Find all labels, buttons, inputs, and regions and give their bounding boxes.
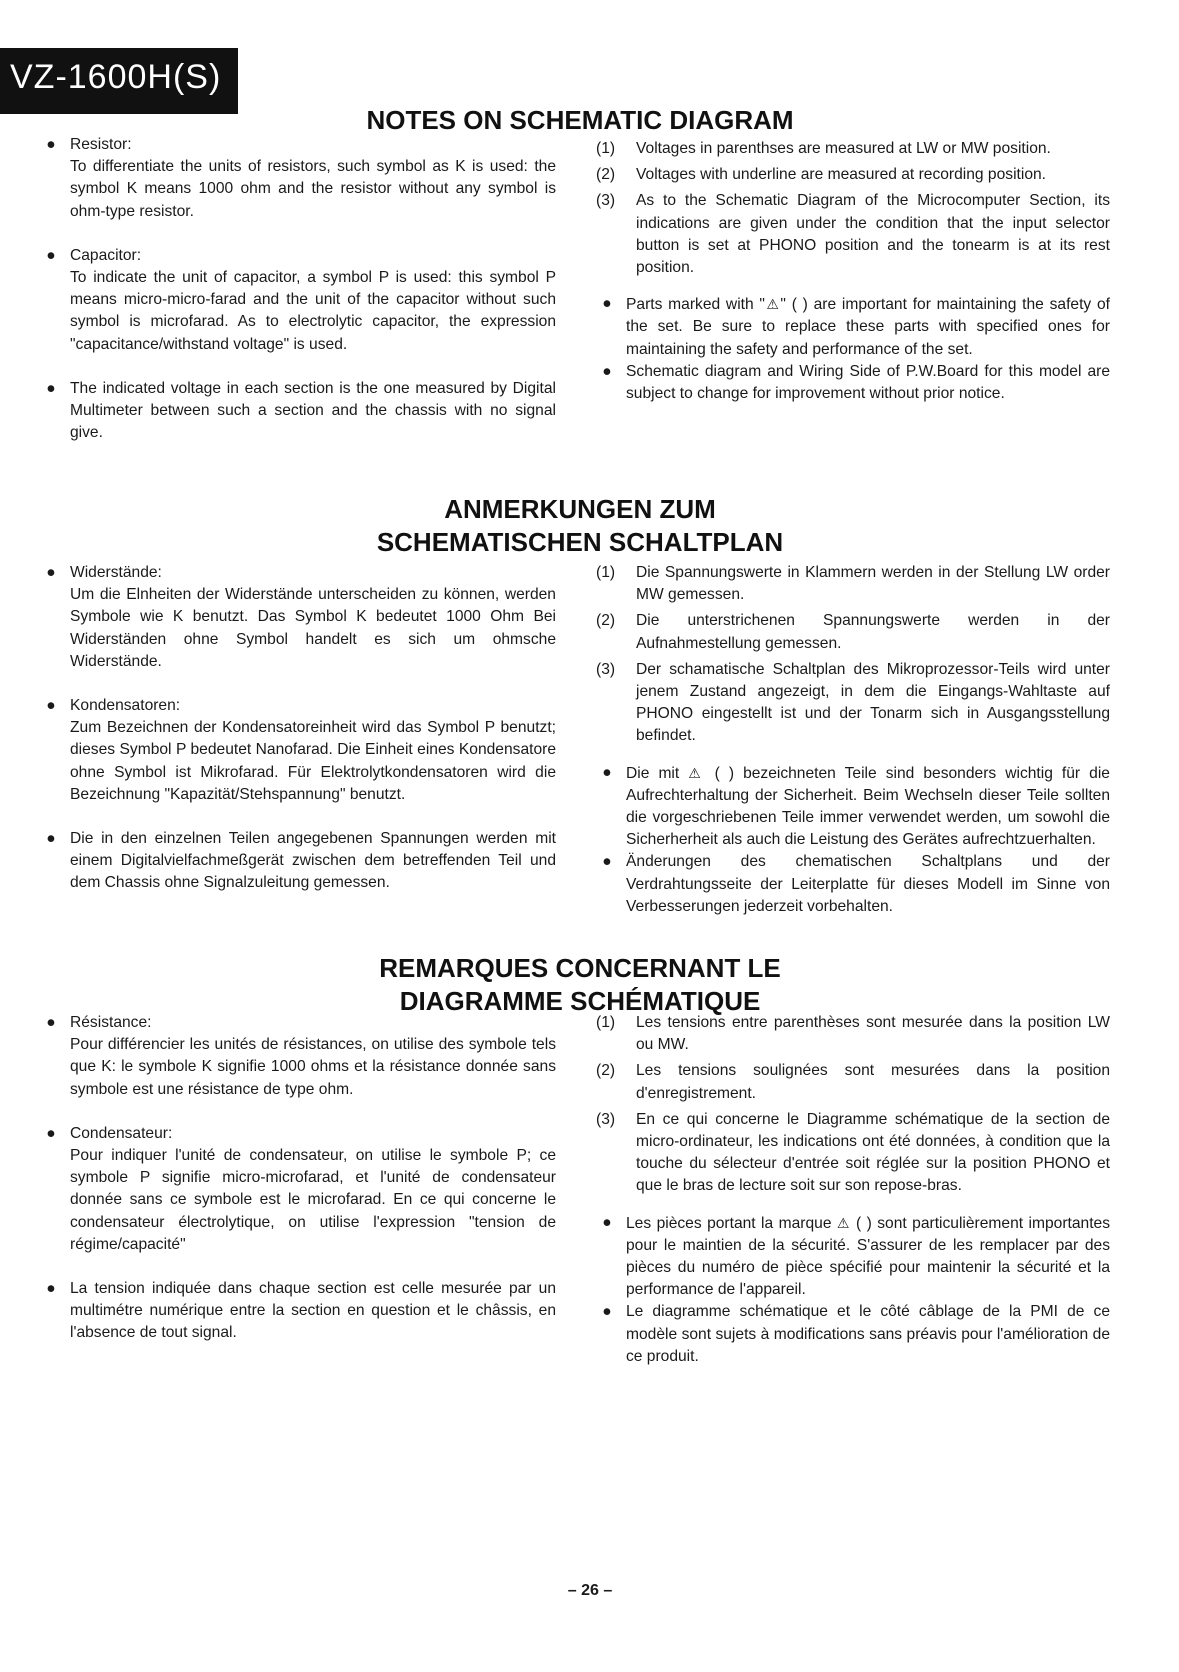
note-text: Les tensions entre parenthèses sont mesurée dans la position LW ou MW. (636, 1014, 1110, 1054)
note-text: Änderungen des chematischen Schaltplans und der Verdrahtungsseite der Leiterplatte für dieses Modell im Sinne von Verbesserungen jederzeit vorbehalten. (626, 853, 1110, 915)
note-number: (1) (596, 1014, 616, 1031)
numbered-note (596, 164, 1110, 186)
page-number: – 26 – (567, 1582, 613, 1599)
note-text: Die unterstrichenen Spannungswerte werden in der Aufnahmestellung gemessen. (636, 612, 1110, 652)
note-text-pre: Les pièces portant la marque (626, 1214, 837, 1232)
note-text-pre: Die mit (626, 764, 689, 782)
numbered-note (596, 562, 1110, 606)
note-number: (1) (596, 564, 616, 581)
section-title-line: ANMERKUNGEN ZUM (444, 494, 716, 524)
bullet-icon: ● (46, 830, 56, 848)
note-body: To indicate the unit of capacitor, a symbol P is used: this symbol P means micro-micro-farad and the unit of the capacitor without such symbol is microfarad. As to electrolytic capacitor, the expression "capacitance/withstand voltage" is used. (70, 269, 556, 353)
note-resistor (40, 1012, 556, 1101)
bullet-icon: ● (46, 564, 56, 581)
notes-left-column-fr (40, 1012, 556, 1345)
note-text: En ce qui concerne le Diagramme schématique de la section de micro-ordinateur, les indications ont été données, à condition que la touche du sélecteur d'entrée soit réglée sur la position PHONO et que le bras de lecture soit sur son repose-bras. (636, 1110, 1110, 1195)
note-body: To differentiate the units of resistors, such symbol as K is used: the symbol K means 1000 ohm and the resistor without any symbol is ohm-type resistor. (70, 158, 556, 220)
change-notice (596, 851, 1110, 918)
note-heading: Condensateur: (70, 1124, 173, 1142)
bullet-icon: ● (46, 1280, 56, 1298)
note-text: Schematic diagram and Wiring Side of P.W.Board for this model are subject to change for improvement without prior notice. (626, 362, 1110, 403)
note-voltage (40, 378, 556, 445)
numbered-note (596, 659, 1110, 748)
change-notice (596, 361, 1110, 405)
bullet-icon: ● (602, 763, 612, 781)
note-text: Les tensions soulignées sont mesurées dans la position d'enregistrement. (636, 1062, 1110, 1102)
note-number: (2) (596, 1062, 616, 1080)
note-capacitor (40, 695, 556, 806)
notes-left-column-de (40, 562, 556, 895)
note-text-post: " ( ) are important for maintaining the safety of the set. Be sure to replace these parts with specified ones for maintaining the safety and performance of the set. (626, 296, 1110, 358)
safety-note (596, 293, 1110, 361)
warning-triangle-icon: ⚠ (836, 1214, 851, 1231)
bullet-icon: ● (602, 1213, 612, 1231)
note-capacitor (40, 245, 556, 356)
note-number: (2) (596, 612, 616, 630)
bullet-icon: ● (602, 362, 612, 380)
bullet-icon: ● (46, 136, 56, 153)
note-heading: Kondensatoren: (70, 697, 181, 715)
note-text: As to the Schematic Diagram of the Microcomputer Section, its indications are given under the condition that the input selector button is set at PHONO position and the tonearm is at its rest position. (636, 192, 1110, 277)
bullet-icon: ● (602, 1303, 612, 1321)
warning-triangle-icon: ⚠ (688, 764, 706, 781)
note-heading: Widerstände: (70, 564, 162, 581)
bullet-icon: ● (46, 246, 56, 264)
safety-note (596, 762, 1110, 852)
change-notice (596, 1301, 1110, 1368)
note-capacitor (40, 1123, 556, 1256)
note-number: (1) (596, 140, 616, 157)
note-body: The indicated voltage in each section is the one measured by Digital Multimeter between such a section and the chassis with no signal give. (70, 379, 556, 442)
note-number: (3) (596, 1110, 616, 1128)
bullet-icon: ● (46, 697, 56, 715)
note-body: Pour indiquer l'unité de condensateur, on utilise le symbole P; ce symbole P signifie micro-microfarad, et l'unité de condensateur donnée sans ce symbole est le microfarad. En ce qui concerne le condensateur électrolytique, on utilise l'expression "tension de régime/capacité" (70, 1147, 556, 1253)
bullet-icon: ● (46, 1014, 56, 1031)
note-body: Um die Elnheiten der Widerstände unterscheiden zu können, werden Symbole wie K benutzt. Das Symbol K bedeutet 1000 Ohm Bei Widerständen ohne Symbol handelt es sich um ohmsche Widerstände. (70, 586, 556, 670)
section-title-line: SCHEMATISCHEN SCHALTPLAN (376, 527, 784, 557)
bullet-icon: ● (602, 853, 612, 871)
note-number: (2) (596, 166, 616, 184)
note-number: (3) (596, 660, 616, 678)
note-body: La tension indiquée dans chaque section est celle mesurée par un multimétre numérique entre la section en question et le châssis, en l'absence de tout signal. (70, 1280, 556, 1342)
note-voltage (40, 1278, 556, 1345)
note-heading: Résistance: (70, 1014, 152, 1031)
numbered-note (596, 138, 1110, 160)
note-text: Die Spannungswerte in Klammern werden in der Stellung LW order MW gemessen. (636, 564, 1110, 604)
section-title-fr (200, 952, 960, 1018)
notes-right-column-de (596, 562, 1110, 918)
note-text-pre: Parts marked with " (626, 296, 765, 314)
note-resistor (40, 562, 556, 673)
bullet-icon: ● (46, 379, 56, 397)
notes-right-column-en (596, 138, 1110, 405)
note-text-post: ( ) bezeichneten Teile sind besonders wichtig für die Aufrechterhaltung der Sicherheit. Beim Wechseln dieser Teile sollten die vorgeschriebenen Teile immer verwendet werden, um sowohl die Sicherherheit als auch die Leistung des Gerätes aufrechtzuerhalten. (626, 764, 1110, 849)
model-number-tag: VZ-1600H(S) (0, 48, 238, 114)
numbered-note (596, 1060, 1110, 1104)
numbered-note (596, 190, 1110, 279)
safety-note (596, 1212, 1110, 1302)
numbered-note (596, 610, 1110, 654)
note-body: Pour différencier les unités de résistances, on utilise des symbole tels que K: le symbole K signifie 1000 ohms et la résistance donnée sans symbole est une résistance de type ohm. (70, 1036, 556, 1098)
section-title-line: REMARQUES CONCERNANT LE (379, 953, 781, 983)
numbered-note (596, 1109, 1110, 1198)
note-voltage (40, 828, 556, 895)
section-title-line: DIAGRAMME SCHÉMATIQUE (399, 986, 761, 1016)
notes-right-column-fr (596, 1012, 1110, 1368)
section-title-line: NOTES ON SCHEMATIC DIAGRAM (366, 105, 794, 135)
note-body: Zum Bezeichnen der Kondensatoreinheit wird das Symbol P benutzt; dieses Symbol P bedeutet Nanofarad. Die Einheit eines Kondensatore ohne Symbol ist Mikrofarad. Für Elektrolytkondensatoren wird die Bezeichnung "Kapazität/Stehspannung" benutzt. (70, 719, 556, 803)
note-text: Le diagramme schématique et le côté câblage de la PMI de ce modèle sont sujets à modifications sans préavis pour l'amélioration de ce produit. (626, 1303, 1110, 1365)
note-text-post: ( ) sont particulièrement importantes pour le maintien de la sécurité. S'assurer de les remplacer par des pièces du numéro de pièce spécifié pour maintenir la sécurité et la performance de l'appareil. (626, 1214, 1110, 1299)
bullet-icon: ● (602, 295, 612, 313)
bullet-icon: ● (46, 1124, 56, 1142)
section-title-de (200, 493, 960, 559)
warning-triangle-icon: ⚠ (764, 296, 781, 313)
note-text: Der schamatische Schaltplan des Mikroprozessor-Teils wird unter jenem Zustand angezeigt, in dem die Eingangs-Wahltaste auf PHONO eingestellt ist und der Tonarm sich in Ausgangsstellung befindet. (636, 660, 1110, 745)
note-heading: Capacitor: (70, 246, 142, 264)
note-heading: Resistor: (70, 136, 132, 153)
notes-left-column-en (40, 134, 556, 444)
note-body: Die in den einzelnen Teilen angegebenen Spannungen werden mit einem Digitalvielfachmeßgerät zwischen dem betreffenden Teil und dem Chassis ohne Signalzuleitung gemessen. (70, 830, 556, 892)
note-number: (3) (596, 192, 616, 210)
note-resistor (40, 134, 556, 223)
note-text: Voltages with underline are measured at recording position. (636, 166, 1047, 184)
numbered-note (596, 1012, 1110, 1056)
section-title-en (200, 104, 960, 137)
note-text: Voltages in parenthses are measured at LW or MW position. (636, 140, 1051, 157)
